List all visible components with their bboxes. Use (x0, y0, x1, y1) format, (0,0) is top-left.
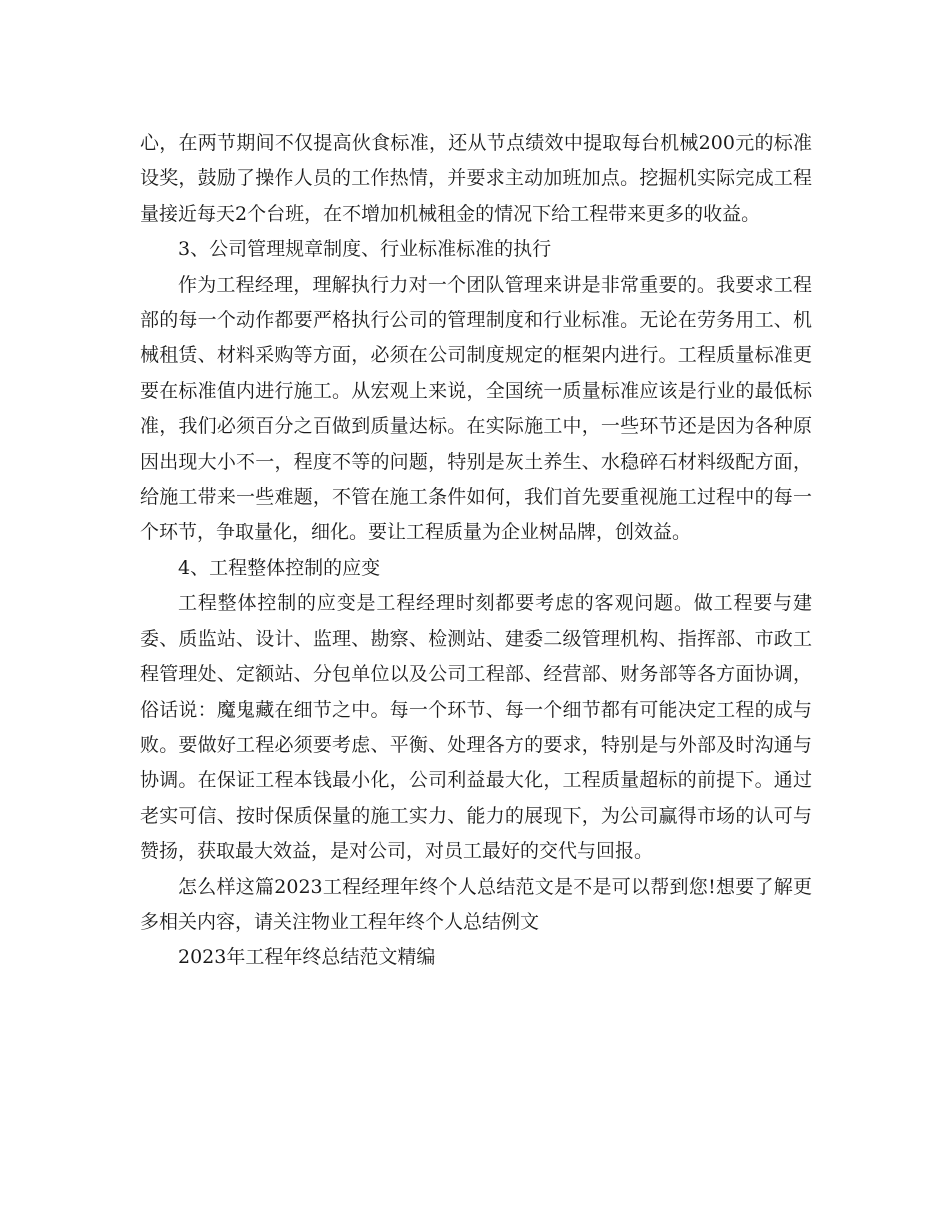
document-body (140, 126, 812, 976)
paragraph-management-rules: 作为工程经理，理解执行力对一个团队管理来讲是非常重要的。我要求工程部的每一个动作都要严格执行公司的管理制度和行业标准。无论在劳务用工、机械租赁、材料采购等方面，必须在公司制度规定的框架内进行。工程质量标准更要在标准值内进行施工。从宏观上来说，全国统一质量标准应该是行业的最低标准，我们必须百分之百做到质量达标。在实际施工中，一些环节还是因为各种原因出现大小不一，程度不等的问题，特别是灰土养生、水稳碎石材料级配方面，给施工带来一些难题，不管在施工条件如何，我们首先要重视施工过程中的每一个环节，争取量化，细化。要让工程质量为企业树品牌，创效益。 (140, 273, 812, 544)
paragraph-continuation: 心，在两节期间不仅提高伙食标准，还从节点绩效中提取每台机械200元的标准设奖，鼓励了操作人员的工作热情，并要求主动加班加点。挖掘机实际完成工程量接近每天2个台班，在不增加机械租金的情况下给工程带来更多的收益。 (140, 132, 812, 225)
paragraph-closing-note: 怎么样这篇2023工程经理年终个人总结范文是不是可以帮到您!想要了解更多相关内容，请关注物业工程年终个人总结例文 (140, 875, 812, 933)
section-heading-3: 3、公司管理规章制度、行业标准标准的执行 (178, 238, 552, 261)
paragraph-next-title: 2023年工程年终总结范文精编 (178, 946, 436, 969)
section-heading-4: 4、工程整体控制的应变 (178, 556, 381, 579)
paragraph-overall-control: 工程整体控制的应变是工程经理时刻都要考虑的客观问题。做工程要与建委、质监站、设计、监理、勘察、检测站、建委二级管理机构、指挥部、市政工程管理处、定额站、分包单位以及公司工程部、经营部、财务部等各方面协调，俗话说：魔鬼藏在细节之中。每一个环节、每一个细节都有可能决定工程的成与败。要做好工程必须要考虑、平衡、处理各方的要求，特别是与外部及时沟通与协调。在保证工程本钱最小化，公司利益最大化，工程质量超标的前提下。通过老实可信、按时保质保量的施工实力、能力的展现下，为公司赢得市场的认可与赞扬，获取最大效益，是对公司，对员工最好的交代与回报。 (140, 592, 812, 863)
